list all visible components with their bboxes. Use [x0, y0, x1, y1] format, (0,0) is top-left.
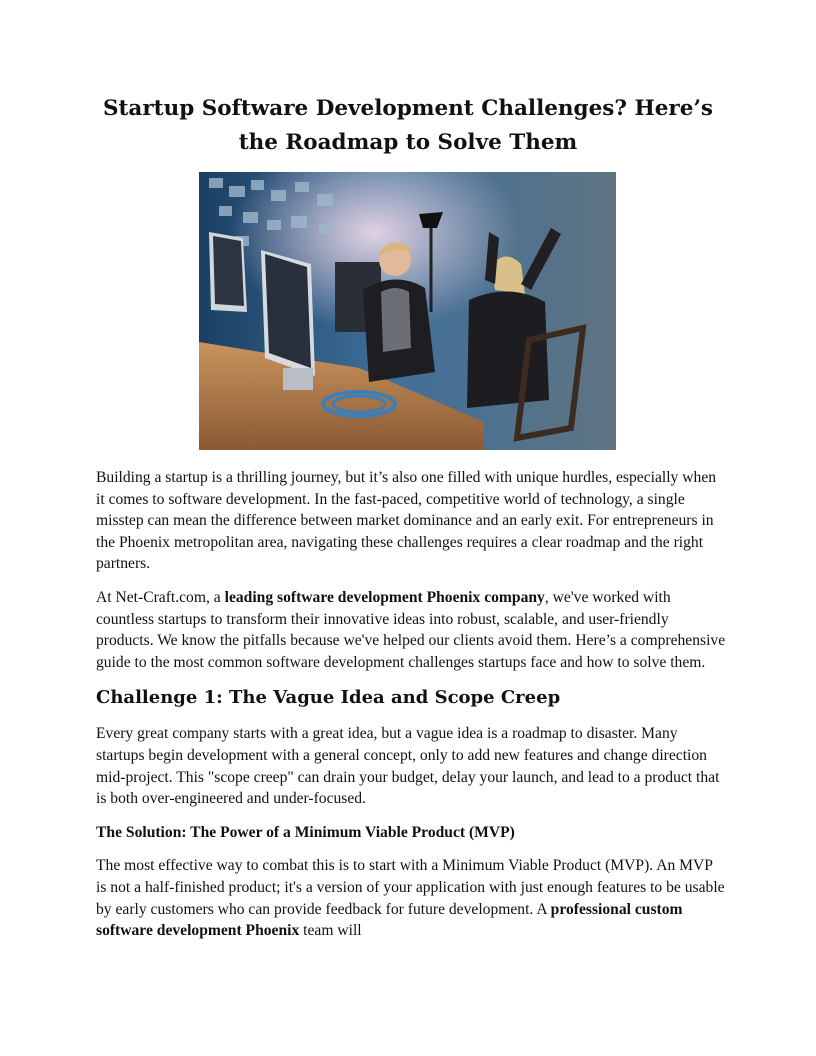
hero-image: [199, 172, 616, 450]
solution-heading: The Solution: The Power of a Minimum Viable Product (MVP): [96, 823, 515, 841]
article-title: Startup Software Development Challenges? Here’s the Roadmap to Solve Them: [102, 96, 714, 155]
article-body: [96, 467, 726, 954]
developers-at-desk-illustration: [199, 172, 616, 450]
challenge-1-paragraph: Every great company starts with a great idea, but a vague idea is a roadmap to disaster. Many startups begin development with a general concept, only to add new features and change direction mid-project. This "scope creep" can drain your budget, delay your launch, and lead to a product that is both over-engineered and under-focused.: [96, 725, 720, 808]
company-paragraph: At Net-Craft.com, a leading software development Phoenix company, we've worked with countless startups to transform their innovative ideas into robust, scalable, and user-friendly products. We know the pitfalls because we've helped our clients avoid them. Here’s a comprehensive guide to the most common software development challenges startups face and how to solve them.: [96, 588, 726, 671]
mvp-paragraph: The most effective way to combat this is to start with a Minimum Viable Product (MVP). An MVP is not a half-finished product; it's a version of your application with just enough features to be usable by early customers who can provide feedback for future development. A professional custom software development Phoenix team will: [96, 857, 725, 940]
company-keyword: leading software development Phoenix company: [224, 588, 545, 606]
intro-paragraph: Building a startup is a thrilling journey, but it’s also one filled with unique hurdles, especially when it comes to software development. In the fast-paced, competitive world of technology, a single misstep can mean the difference between market dominance and an early exit. For entrepreneurs in the Phoenix metropolitan area, navigating these challenges requires a clear roadmap and the right partners.: [96, 469, 717, 573]
mvp-keyword: professional custom software development Phoenix: [96, 900, 683, 940]
challenge-1-heading: Challenge 1: The Vague Idea and Scope Creep: [96, 687, 561, 709]
